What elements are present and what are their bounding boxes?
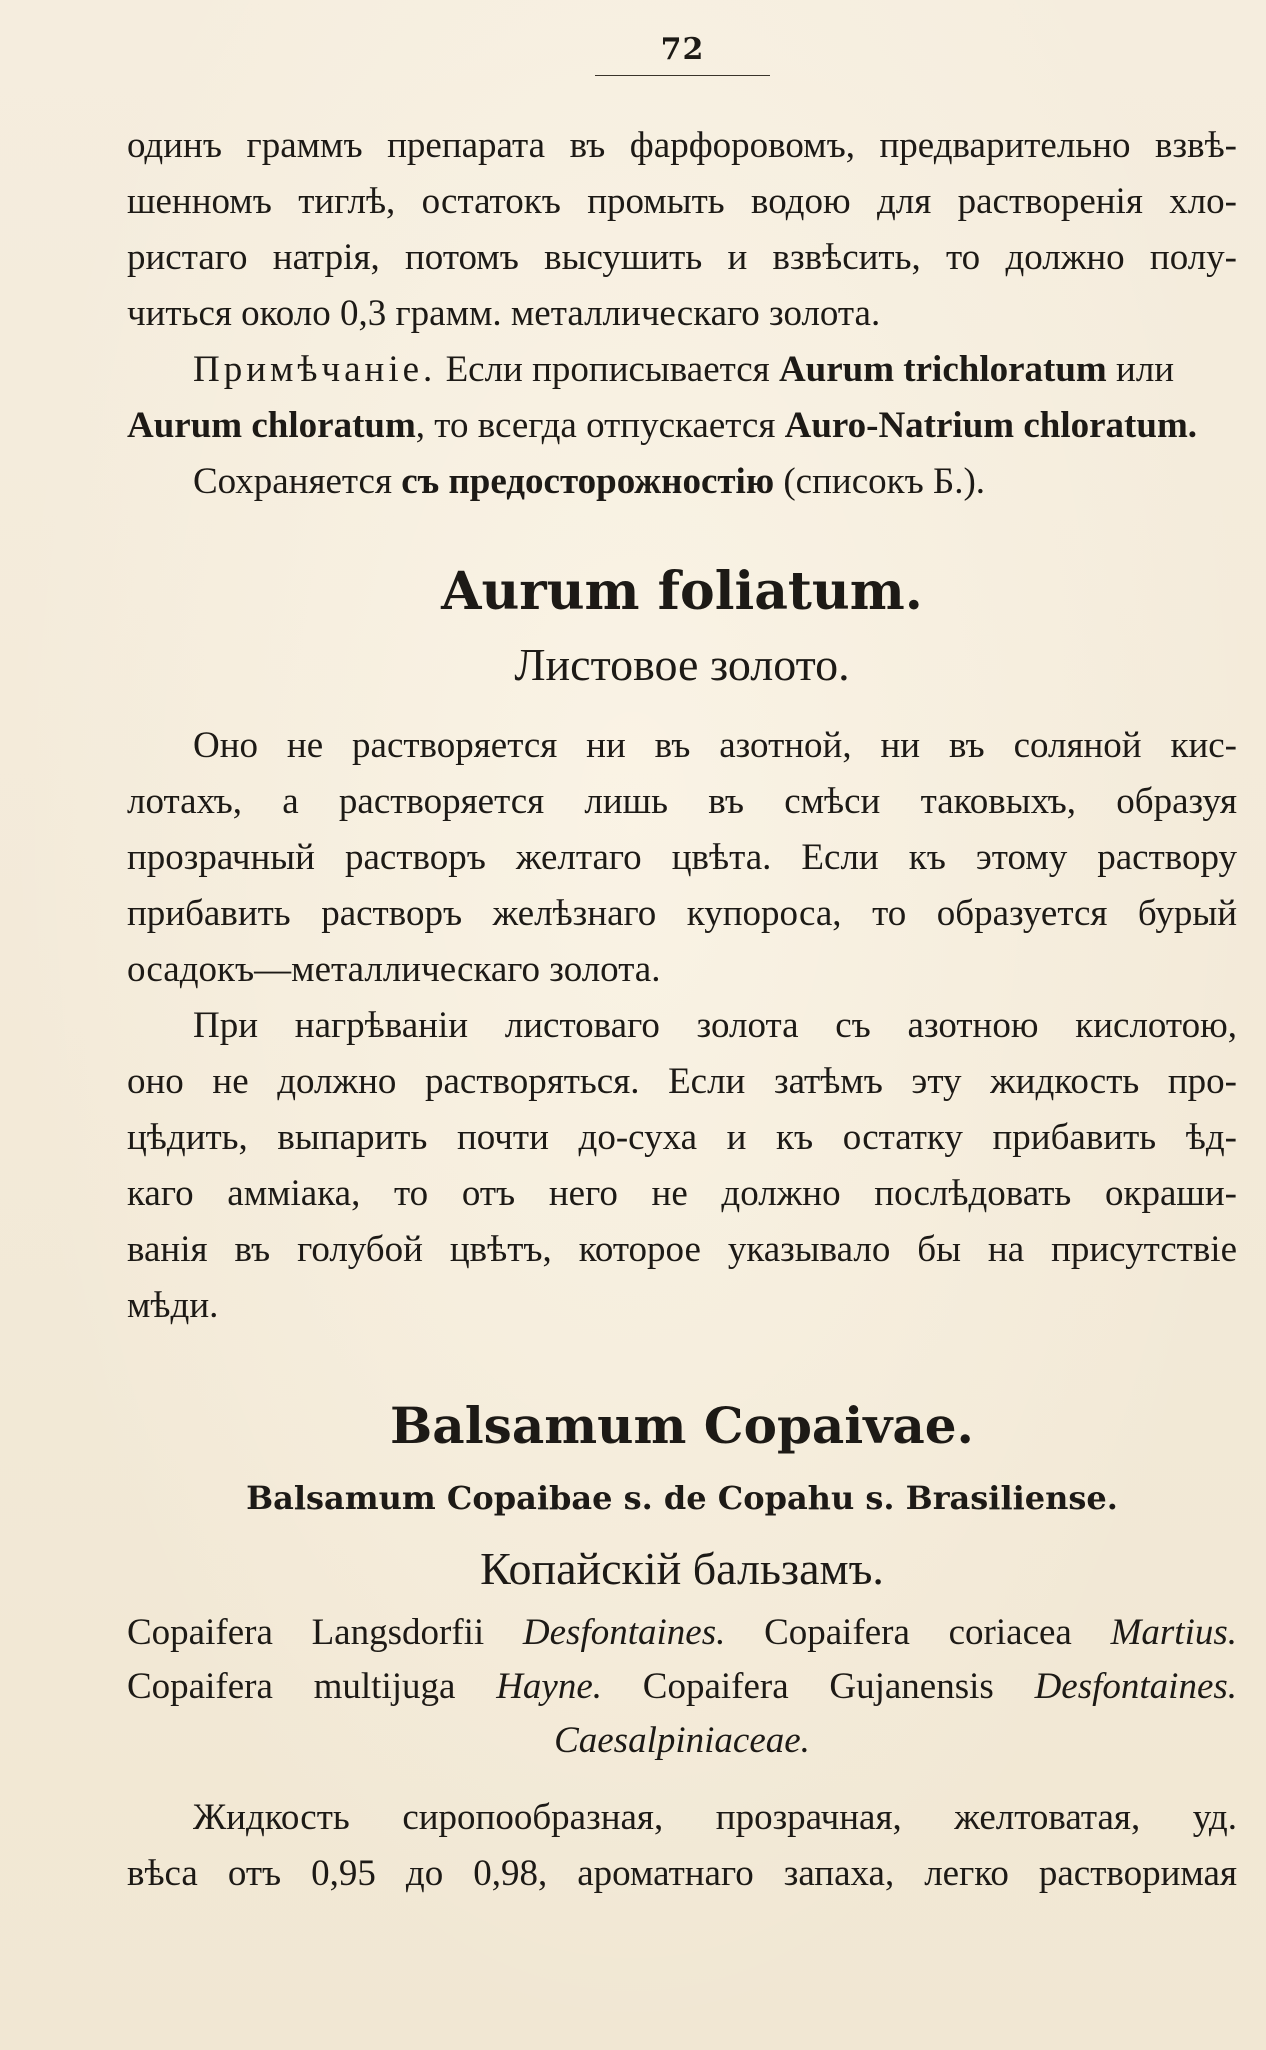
entry-title: Aurum foliatum. xyxy=(441,561,923,622)
plant-name: Copaifera coriacea xyxy=(764,1612,1072,1653)
text-line: вѣса отъ 0,95 до 0,98, ароматнаго запаха, легко растворимая xyxy=(127,1853,1237,1894)
paragraph xyxy=(127,718,1237,998)
text-line: прибавить растворъ желѣзнаго купороса, то образуется бурый xyxy=(127,893,1237,934)
text-line: Оно не растворяется ни въ азотной, ни въ соляной кис- xyxy=(193,725,1237,766)
plant-author: Martius. xyxy=(1110,1612,1237,1653)
entry-title: Balsamum Copaivae. xyxy=(390,1396,974,1455)
note-term: Aurum chloratum xyxy=(127,405,416,446)
storage-text: (списокъ Б.). xyxy=(783,461,986,502)
note-term: Aurum trichloratum xyxy=(778,349,1107,390)
note-label: Примѣчаніе. xyxy=(193,349,437,390)
plant-name: Copaifera Langsdorfii xyxy=(127,1612,485,1653)
entry-subtitle: Копайскій бальзамъ. xyxy=(480,1543,884,1594)
paragraph xyxy=(127,998,1237,1334)
note-term: Auro-Natrium chloratum. xyxy=(784,405,1198,446)
storage-emphasis: съ предосторожностію xyxy=(401,461,775,502)
plant-author: Desfontaines. xyxy=(522,1612,726,1653)
entry-balsamum-copaivae xyxy=(127,1386,1237,1902)
note-text: , то всегда отпускается xyxy=(415,405,776,446)
text-line: ванія въ голубой цвѣтъ, которое указывало бы на присутствіе xyxy=(127,1229,1237,1270)
plant-name: Copaifera Gujanensis xyxy=(642,1666,994,1707)
note-line-2 xyxy=(127,398,1237,454)
note-text: Если прописывается xyxy=(445,349,770,390)
plant-family: Caesalpiniaceae. xyxy=(554,1720,810,1761)
note-text: или xyxy=(1116,349,1175,390)
botany-line xyxy=(127,1660,1237,1714)
entry-aurum-foliatum xyxy=(127,554,1237,1334)
plant-author: Desfontaines. xyxy=(1034,1666,1238,1707)
text-line: мѣди. xyxy=(127,1285,219,1326)
text-line: одинъ граммъ препарата въ фарфоровомъ, предварительно взвѣ- xyxy=(127,125,1237,166)
plant-name: Copaifera multijuga xyxy=(127,1666,456,1707)
storage-text: Сохраняется xyxy=(193,461,392,502)
text-line: читься около 0,3 грамм. металлическаго золота. xyxy=(127,293,881,334)
botany-line xyxy=(127,1606,1237,1660)
entry-subtitle: Листовое золото. xyxy=(514,639,850,690)
text-line: При нагрѣваніи листоваго золота съ азотною кислотою, xyxy=(193,1005,1237,1046)
text-line: прозрачный растворъ желтаго цвѣта. Если къ этому раствору xyxy=(127,837,1237,878)
text-line: оно не должно растворяться. Если затѣмъ эту жидкость про- xyxy=(127,1061,1237,1102)
note-line-1 xyxy=(127,342,1237,398)
prev-entry xyxy=(127,118,1237,510)
page-number: 72 xyxy=(660,32,705,67)
plant-author: Hayne. xyxy=(496,1666,603,1707)
text-line: лотахъ, а растворяется лишь въ смѣси таковыхъ, образуя xyxy=(127,781,1237,822)
paragraph xyxy=(127,1790,1237,1902)
page-header xyxy=(595,32,770,76)
header-rule xyxy=(595,75,770,76)
storage-line xyxy=(127,454,1237,510)
entry-synonym: Balsamum Copaibae s. de Copahu s. Brasiliense. xyxy=(246,1479,1118,1517)
text-line: каго амміака, то отъ него не должно послѣдовать окраши- xyxy=(127,1173,1237,1214)
page-content xyxy=(127,118,1237,1902)
text-line: Жидкость сиропообразная, прозрачная, желтоватая, уд. xyxy=(193,1797,1237,1838)
text-line: осадокъ—металлическаго золота. xyxy=(127,949,661,990)
text-line: шенномъ тиглѣ, остатокъ промыть водою для растворенія хло- xyxy=(127,181,1237,222)
text-line: ристаго натрія, потомъ высушить и взвѣсить, то должно полу- xyxy=(127,237,1237,278)
text-line: цѣдить, выпарить почти до-суха и къ остатку прибавить ѣд- xyxy=(127,1117,1237,1158)
